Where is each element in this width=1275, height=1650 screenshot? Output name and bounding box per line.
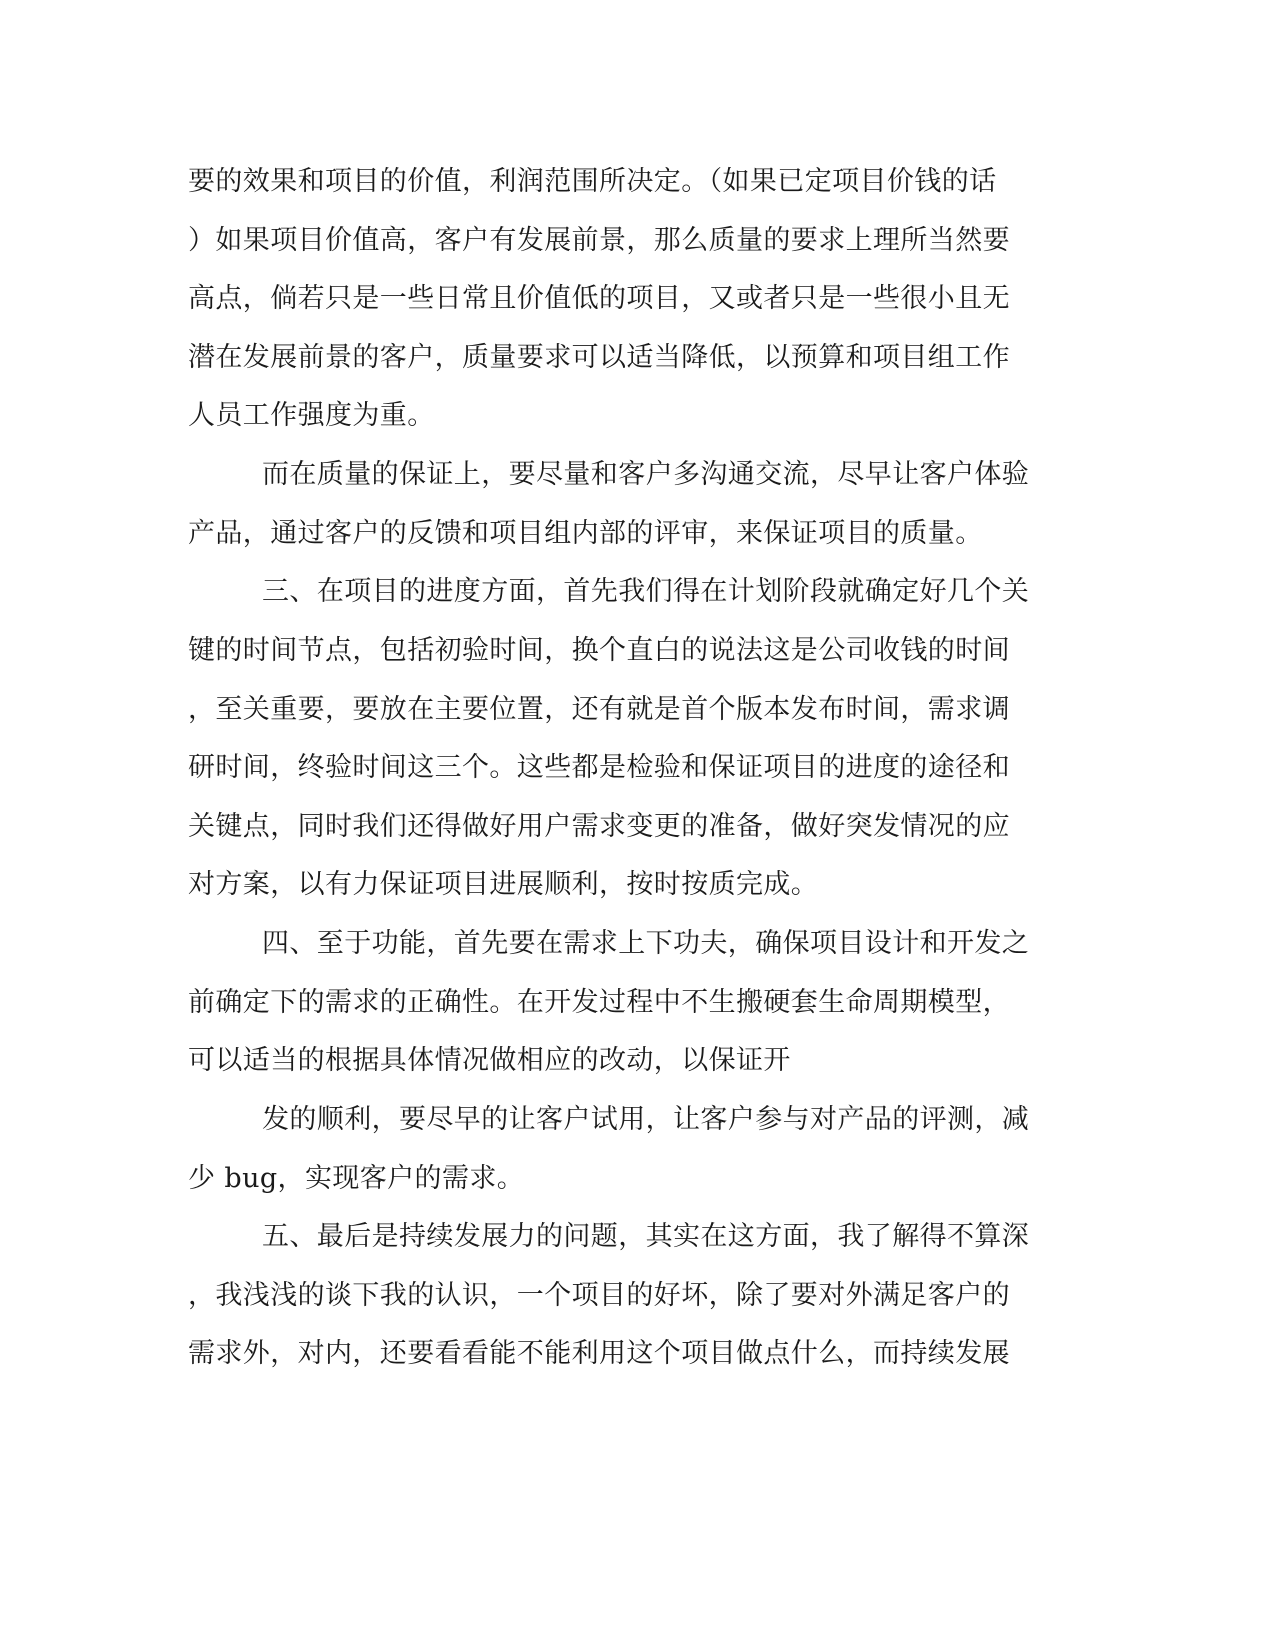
text-line: 要的效果和项目的价值，利润范围所决定。（如果已定项目价钱的话: [188, 166, 997, 197]
text-line: ，我浅浅的谈下我的认识，一个项目的好坏，除了要对外满足客户的: [188, 1280, 1010, 1311]
text-line: 四、至于功能，首先要在需求上下功夫，确保项目设计和开发之: [262, 928, 1030, 959]
text-line: 研时间，终验时间这三个。这些都是检验和保证项目的进度的途径和: [188, 752, 1010, 783]
text-line: 关键点，同时我们还得做好用户需求变更的准备，做好突发情况的应: [188, 811, 1010, 842]
text-line: 需求外，对内，还要看看能不能利用这个项目做点什么，而持续发展: [188, 1338, 1010, 1369]
text-line: 前确定下的需求的正确性。在开发过程中不生搬硬套生命周期模型，: [188, 987, 1010, 1018]
text-line: 产品，通过客户的反馈和项目组内部的评审，来保证项目的质量。: [188, 518, 983, 549]
text-line: 三、在项目的进度方面，首先我们得在计划阶段就确定好几个关: [262, 576, 1030, 607]
text-line: 潜在发展前景的客户，质量要求可以适当降低，以预算和项目组工作: [188, 342, 1010, 373]
text-line: 人员工作强度为重。: [188, 400, 435, 431]
text-line: 而在质量的保证上，要尽量和客户多沟通交流，尽早让客户体验: [262, 459, 1030, 490]
text-line: 对方案，以有力保证项目进展顺利，按时按质完成。: [188, 869, 819, 900]
text-line: ，至关重要，要放在主要位置，还有就是首个版本发布时间，需求调: [188, 694, 1010, 725]
text-line: 少 bug，实现客户的需求。: [188, 1163, 525, 1194]
text-line: 五、最后是持续发展力的问题，其实在这方面，我了解得不算深: [262, 1221, 1030, 1252]
text-line: 高点，倘若只是一些日常且价值低的项目，又或者只是一些很小且无: [188, 283, 1010, 314]
text-line: 可以适当的根据具体情况做相应的改动，以保证开: [188, 1045, 791, 1076]
text-line: 键的时间节点，包括初验时间，换个直白的说法这是公司收钱的时间: [188, 635, 1010, 666]
text-line: 发的顺利，要尽早的让客户试用，让客户参与对产品的评测，减: [262, 1104, 1030, 1135]
text-line: ）如果项目价值高，客户有发展前景，那么质量的要求上理所当然要: [188, 225, 1010, 256]
